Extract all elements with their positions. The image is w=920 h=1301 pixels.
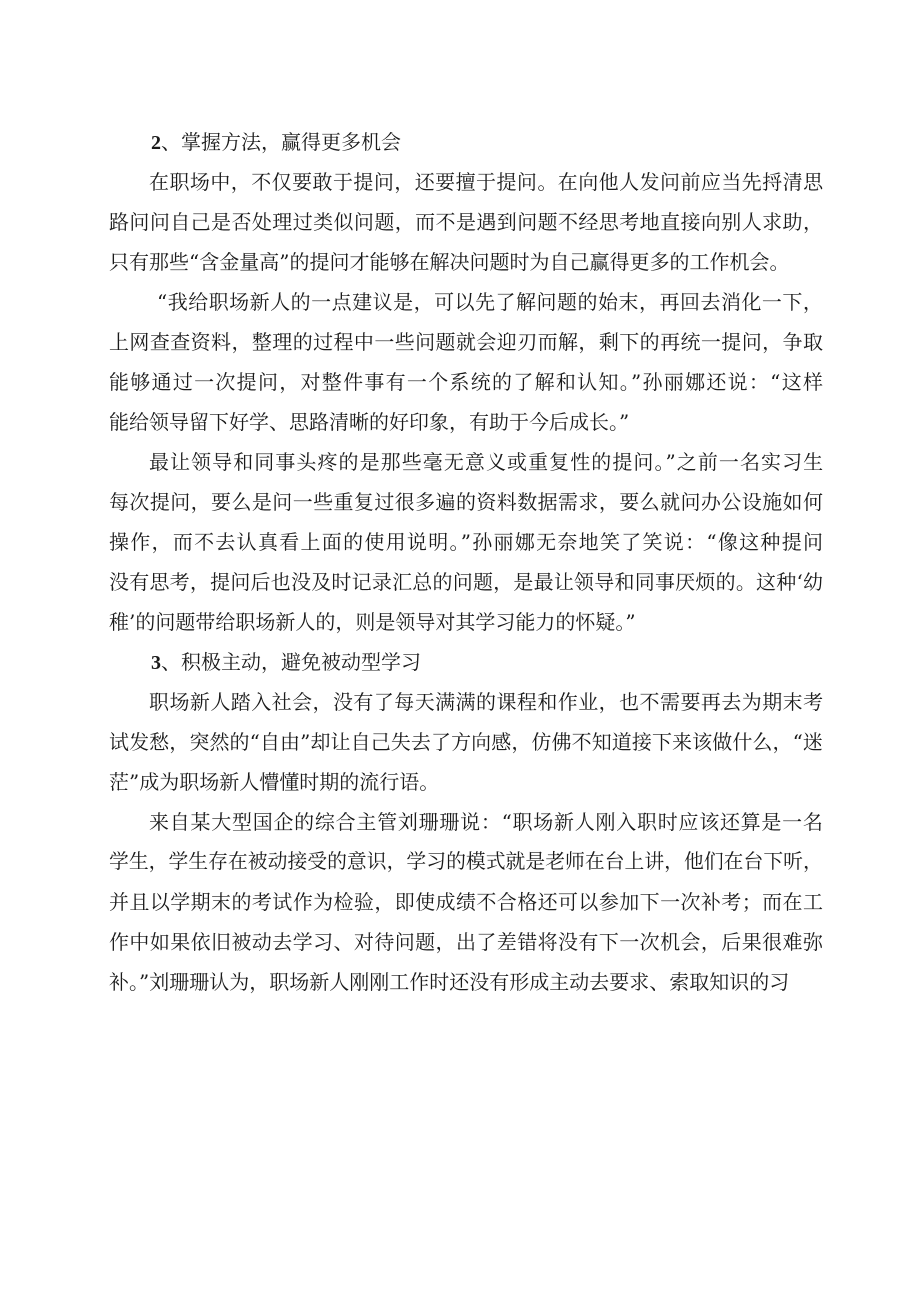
- section-number: 3: [151, 652, 161, 674]
- section-title: 、积极主动，避免被动型学习: [161, 650, 421, 674]
- paragraph-freedom-confusion: [109, 682, 823, 802]
- section-heading-3: [109, 642, 823, 682]
- text-line: 最让领导和同事头疼的是那些毫无意义或重复性的提问。”之前一名实习生: [149, 450, 825, 474]
- section-heading-2: [109, 122, 823, 162]
- text-line: 上网查查资料，整理的过程中一些问题就会迎刃而解，剩下的再统一提问，争取: [109, 330, 824, 354]
- text-line: 职场新人踏入社会，没有了每天满满的课程和作业，也不需要再去为期末考: [149, 690, 824, 714]
- text-line: 并且以学期末的考试作为检验，即使成绩不合格还可以参加下一次补考；而在工: [109, 890, 824, 914]
- paragraph-active-learning: [109, 802, 823, 1002]
- text-line: 茫”成为职场新人懵懂时期的流行语。: [109, 770, 440, 794]
- text-line: 稚’的问题带给职场新人的，则是领导对其学习能力的怀疑。”: [109, 610, 636, 634]
- text-line: 每次提问，要么是问一些重复过很多遍的资料数据需求，要么就问办公设施如何: [109, 490, 824, 514]
- section-title: 、掌握方法，赢得更多机会: [161, 130, 401, 154]
- paragraph-ask-skillfully: [109, 162, 823, 282]
- text-line: “我给职场新人的一点建议是，可以先了解问题的始末，再回去消化一下，: [157, 290, 824, 314]
- text-line: 在职场中，不仅要敢于提问，还要擅于提问。在向他人发问前应当先捋清思: [149, 170, 824, 194]
- text-line: 只有那些“含金量高”的提问才能够在解决问题时为自己赢得更多的工作机会。: [109, 250, 790, 274]
- text-line: 学生，学生存在被动接受的意识，学习的模式就是老师在台上讲，他们在台下听，: [109, 850, 823, 873]
- text-line: 补。”刘珊珊认为，职场新人刚刚工作时还没有形成主动去要求、索取知识的习: [109, 970, 790, 994]
- text-line: 来自某大型国企的综合主管刘珊珊说：“职场新人刚入职时应该还算是一名: [149, 810, 824, 834]
- text-line: 试发愁，突然的“自由”却让自己失去了方向感，仿佛不知道接下来该做什么，“迷: [109, 730, 824, 754]
- paragraph-advice-quote: [109, 282, 823, 442]
- text-line: 能够通过一次提问，对整件事有一个系统的了解和认知。”孙丽娜还说：“这样: [109, 370, 825, 394]
- text-line: 操作，而不去认真看上面的使用说明。”孙丽娜无奈地笑了笑说：“像这种提问: [109, 530, 825, 554]
- text-line: 没有思考，提问后也没及时记录汇总的问题，是最让领导和同事厌烦的。这种‘幼: [109, 570, 824, 594]
- paragraph-annoying-questions: [109, 442, 823, 642]
- text-line: 路问问自己是否处理过类似问题，而不是遇到问题不经思考地直接向别人求助，: [109, 210, 824, 234]
- text-line: 能给领导留下好学、思路清晰的好印象，有助于今后成长。”: [109, 410, 630, 434]
- section-number: 2: [151, 132, 161, 154]
- document-body: [109, 122, 823, 1002]
- text-line: 作中如果依旧被动去学习、对待问题，出了差错将没有下一次机会，后果很难弥: [109, 930, 824, 954]
